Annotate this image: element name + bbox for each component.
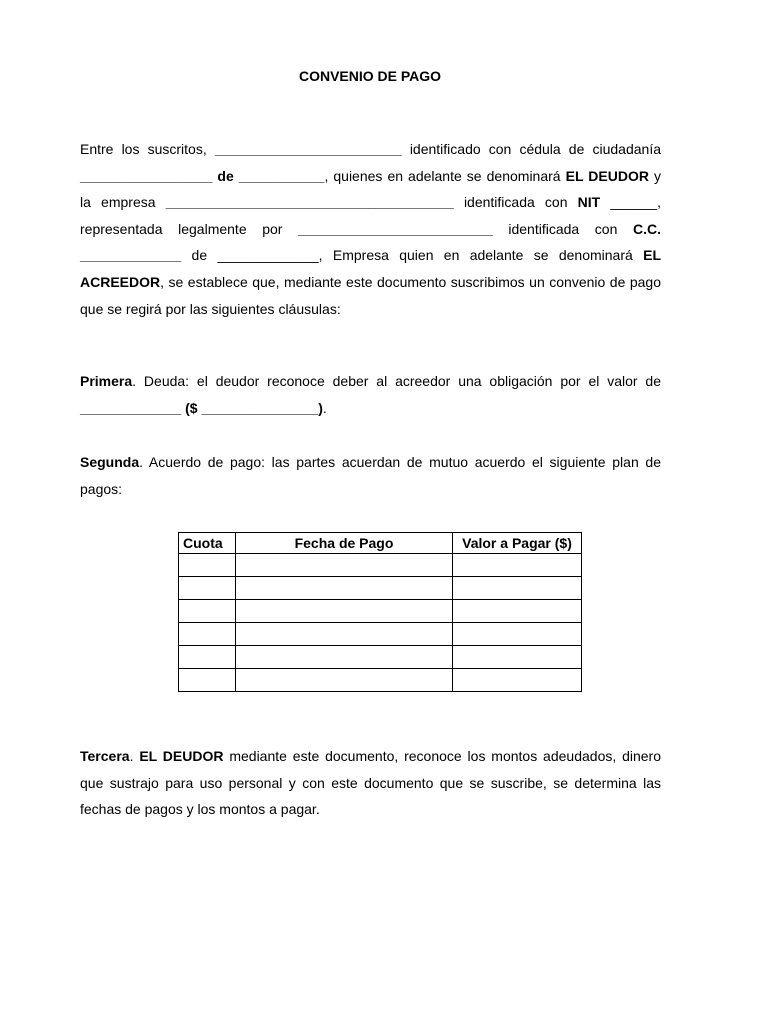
cell-valor (453, 577, 582, 600)
intro-text-5: identificada con (453, 194, 578, 211)
table-row (179, 646, 582, 669)
clause-tercera (80, 743, 661, 823)
clause-tercera-sep: . (129, 748, 140, 764)
header-valor-a-pagar: Valor a Pagar ($) (453, 533, 582, 554)
cell-valor (453, 669, 582, 692)
table-row (179, 577, 582, 600)
cell-cuota (179, 554, 236, 577)
cell-valor (453, 646, 582, 669)
clause-segunda-text: . Acuerdo de pago: las partes acuerdan de mutuo acuerdo el siguiente plan de pagos: (80, 454, 661, 497)
cell-cuota (179, 646, 236, 669)
cell-cuota (179, 623, 236, 646)
cell-cuota (179, 600, 236, 623)
cell-fecha (236, 646, 453, 669)
clause-segunda (80, 449, 661, 502)
cell-fecha (236, 577, 453, 600)
cell-valor (453, 600, 582, 623)
blank-suscrito: ________________________ (214, 141, 402, 157)
cell-cuota (179, 669, 236, 692)
clause-primera-text: . Deuda: el deudor reconoce deber al acreedor una obligación por el valor de (132, 373, 661, 389)
clause-primera-label: Primera (80, 373, 133, 389)
intro-text-1: Entre los suscritos, (80, 141, 215, 157)
cell-fecha (236, 669, 453, 692)
table-row (179, 600, 582, 623)
header-cuota: Cuota (179, 533, 236, 554)
term-el-deudor: EL DEUDOR (565, 167, 649, 184)
intro-text-9: , se establece que, mediante este documento suscribimos un convenio de pago que se regirá por las siguientes cláusulas: (80, 273, 661, 317)
term-el-deudor-tercera: EL DEUDOR (139, 748, 224, 764)
intro-text-7: identificada con (492, 220, 633, 237)
blank-empresa: _____________________________________ (165, 194, 454, 211)
blank-valor: _____________ ($ _______________) (80, 399, 323, 416)
intro-text-6: ______, representada legalmente por (80, 194, 661, 237)
blank-representante: _________________________ (298, 220, 493, 237)
header-fecha-de-pago: Fecha de Pago (236, 533, 453, 554)
cell-fecha (236, 554, 453, 577)
cell-fecha (236, 623, 453, 646)
intro-text-3: , quienes en adelante se denominará (324, 167, 566, 184)
intro-text-2: identificado con cédula de ciudadanía (401, 141, 661, 157)
payment-plan-table (178, 532, 582, 692)
clause-primera (80, 368, 661, 421)
cell-valor (453, 623, 582, 646)
clause-tercera-label: Tercera (80, 748, 130, 764)
intro-text-4: y la empresa (80, 167, 661, 211)
clause-segunda-label: Segunda (80, 454, 140, 470)
clause-primera-end: . (322, 399, 327, 416)
term-el-acreedor: EL ACREEDOR (80, 247, 661, 290)
cell-fecha (236, 600, 453, 623)
clause-tercera-text: mediante este documento, reconoce los montos adeudados, dinero que sustrajo para uso personal y con este documento que se suscribe, se determina las fechas de pagos y los montos a pagar. (80, 748, 662, 818)
table-row (179, 623, 582, 646)
cell-cuota (179, 577, 236, 600)
document-title: CONVENIO DE PAGO (298, 68, 442, 84)
intro-paragraph (80, 136, 661, 322)
table-row (179, 554, 582, 577)
cell-valor (453, 554, 582, 577)
blank-cedula: _________________ de ___________ (80, 167, 325, 184)
blank-cc: C.C. _____________ (80, 220, 661, 264)
intro-text-8: de _____________, Empresa quien en adelante se denominará (181, 247, 644, 264)
table-row (179, 669, 582, 692)
term-nit: NIT (577, 194, 601, 211)
table-header-row (179, 533, 582, 554)
